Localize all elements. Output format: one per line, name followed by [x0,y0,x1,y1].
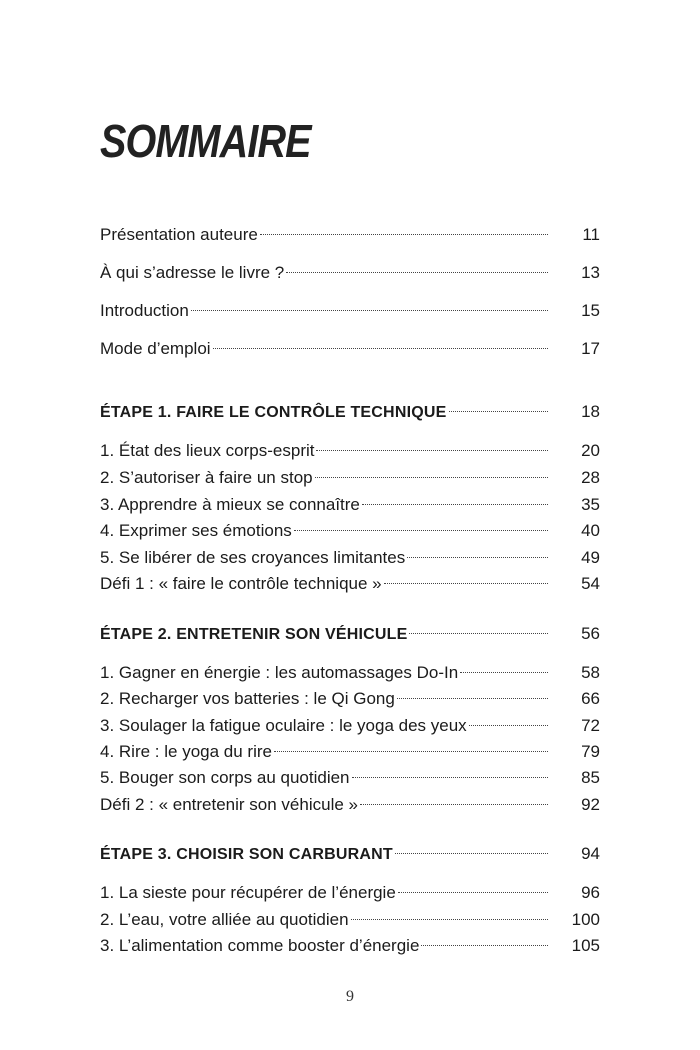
leader-dots [351,919,548,920]
toc-entry [100,222,600,248]
toc-page-number: 58 [581,663,600,682]
toc-page-number: 79 [581,742,600,761]
toc-entry [100,518,600,544]
toc-entry [100,545,600,571]
toc-page-number: 40 [581,521,600,540]
toc-page-number: 15 [581,301,600,320]
toc-entry-label: 4. Rire : le yoga du rire [100,742,272,761]
leader-dots [449,411,549,412]
leader-dots [294,530,548,531]
toc-entry-label: À qui s’adresse le livre ? [100,263,285,282]
toc-entry-label: 3. Soulager la fatigue oculaire : le yoga des yeux [100,716,467,735]
leader-dots [398,892,548,893]
toc-heading-label: ÉTAPE 3. CHOISIR SON CARBURANT [100,846,393,863]
toc-entry-label: 2. S’autoriser à faire un stop [100,468,313,487]
toc-page-number: 35 [581,495,600,514]
toc-entry-label: 1. La sieste pour récupérer de l’énergie [100,883,396,902]
toc-page-number: 11 [582,225,600,244]
toc-entry [100,465,600,491]
toc-page-number: 96 [581,883,600,902]
toc-entry [100,686,600,712]
toc-page-number: 28 [581,468,600,487]
leader-dots [460,672,548,673]
toc-entry-label: Présentation auteure [100,225,258,244]
toc-page-number: 13 [581,263,600,282]
toc-page-number: 100 [571,910,600,929]
leader-dots [409,633,548,634]
leader-dots [421,945,548,946]
toc-page-number: 105 [571,936,600,955]
toc-entry [100,880,600,906]
toc-page-number: 49 [581,548,600,567]
leader-dots [384,583,548,584]
toc-page-number: 94 [581,844,600,863]
leader-dots [213,348,548,349]
toc-entry-label: 2. L’eau, votre alliée au quotidien [100,910,349,929]
toc-entry [100,298,600,324]
leader-dots [397,698,548,699]
leader-dots [274,751,548,752]
leader-dots [395,853,548,854]
toc-entry [100,792,600,818]
toc-entry-label: Défi 1 : « faire le contrôle technique » [100,574,382,593]
leader-dots [260,234,548,235]
toc-page-number: 18 [581,402,600,421]
toc-entry-label: 1. Gagner en énergie : les automassages Do-In [100,663,459,682]
toc-page-number: 17 [581,339,600,358]
toc-entry [100,713,600,739]
leader-dots [352,777,548,778]
toc-entry-label: 5. Se libérer de ses croyances limitantes [100,548,406,567]
toc-entry [100,438,600,464]
toc-entry [100,336,600,362]
leader-dots [362,504,548,505]
toc-page-number: 85 [581,768,600,787]
toc-entry-label: Mode d’emploi [100,339,211,358]
toc-entry [100,660,600,686]
toc-entry [100,907,600,933]
toc-page-number: 56 [581,624,600,643]
toc-entry-label: 3. L’alimentation comme booster d’énergie [100,936,420,955]
toc-page-number: 66 [581,689,600,708]
toc-entry-label: 2. Recharger vos batteries : le Qi Gong [100,689,395,708]
toc-page-number: 20 [581,441,600,460]
toc-entry-label: Défi 2 : « entretenir son véhicule » [100,795,358,814]
toc-entry-label: 3. Apprendre à mieux se connaître [100,495,360,514]
toc-entry-label: 1. État des lieux corps-esprit [100,441,315,460]
toc-entry [100,571,600,597]
toc-heading-label: ÉTAPE 2. ENTRETENIR SON VÉHICULE [100,626,408,643]
leader-dots [191,310,548,311]
toc-entry [100,492,600,518]
toc-entry-label: 5. Bouger son corps au quotidien [100,768,350,787]
leader-dots [469,725,548,726]
leader-dots [316,450,548,451]
toc-page-number: 54 [581,574,600,593]
toc-section-heading [100,841,600,867]
toc-entry-label: Introduction [100,301,189,320]
leader-dots [407,557,548,558]
toc-entry [100,765,600,791]
toc-page-number: 72 [581,716,600,735]
leader-dots [360,804,548,805]
toc-section-heading [100,621,600,647]
toc-heading-label: ÉTAPE 1. FAIRE LE CONTRÔLE TECHNIQUE [100,404,447,421]
toc-entry [100,260,600,286]
toc-entry [100,933,600,959]
page-number: 9 [346,988,354,1005]
toc-section-heading [100,399,600,425]
toc-entry [100,739,600,765]
page-title: SOMMAIRE [100,115,311,167]
leader-dots [286,272,548,273]
leader-dots [315,477,548,478]
toc-entry-label: 4. Exprimer ses émotions [100,521,292,540]
toc-page-number: 92 [581,795,600,814]
